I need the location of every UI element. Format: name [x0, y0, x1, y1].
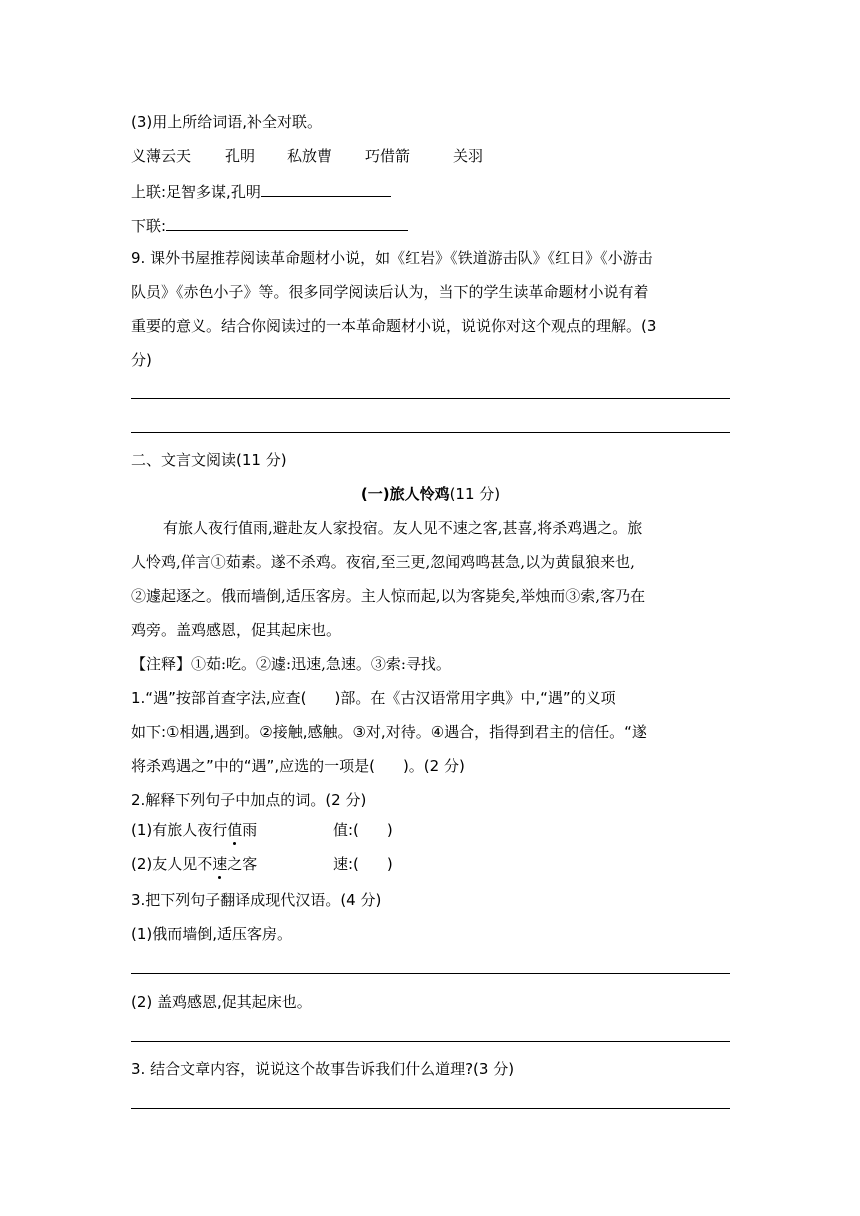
q1-line-2: 如下:①相遇,遇到。②接触,感触。③对,对待。④遇合，指得到君主的信任。“遂: [131, 723, 647, 741]
q9-text-1: 9. 课外书屋推荐阅读革命题材小说，如《红岩》《铁道游击队》《红日》《小游击: [131, 249, 653, 267]
passage-line-3: ②遽起逐之。俄而墙倒,适压客房。主人惊而起,以为客毙矣,举烛而③索,客乃在: [131, 587, 646, 605]
q2-item-1-sentence: [131, 820, 333, 840]
q4-answer-line[interactable]: [131, 1108, 730, 1109]
passage-line-4: 鸡旁。盖鸡感恩，促其起床也。: [131, 621, 342, 639]
upper-couplet-label: 上联:足智多谋,孔明: [131, 183, 261, 201]
q2-item-1-pre: (1)有旅人夜行: [131, 821, 228, 839]
passage-notes: 【注释】①茹:吃。②遽:迅速,急速。③索:寻找。: [131, 655, 451, 673]
section-heading: 二、文言文阅读(11 分): [131, 451, 287, 469]
q3-item-2-answer-line[interactable]: [131, 1041, 730, 1042]
lower-couplet-blank[interactable]: [166, 214, 408, 231]
q3-item-1: (1)俄而墙倒,适压客房。: [131, 925, 293, 943]
q2-item-1-dotted-word: 值: [227, 821, 243, 839]
q2-item-2-post: 之客: [227, 855, 258, 873]
q1-text-1b: )部。在《古汉语常用字典》中,“遇”的义项: [334, 689, 616, 707]
q3-item-1-answer-line[interactable]: [131, 973, 730, 974]
q2-item-1-post: 雨: [242, 821, 258, 839]
q2-item-1: [131, 820, 393, 840]
q8-3-prompt: (3)用上所给词语,补全对联。: [131, 113, 323, 131]
word-2: 孔明: [225, 147, 256, 165]
q8-3-word-bank: [131, 146, 483, 166]
q3-prompt: 3.把下列句子翻译成现代汉语。(4 分): [131, 891, 382, 909]
q2-item-2: [131, 854, 393, 874]
q8-3-lower-couplet: [131, 214, 408, 236]
q1-text-3a: 将杀鸡遇之”中的“遇”,应选的一项是(: [131, 757, 375, 775]
q9-line-1: [131, 248, 730, 268]
word-4: 巧借箭: [365, 147, 411, 165]
q2-item-2-pre: (2)友人见不: [131, 855, 213, 873]
q2-item-2-dotted-word: 速: [212, 855, 228, 873]
q2-item-2-key: 速:(: [333, 855, 359, 873]
word-3: 私放曹: [287, 147, 333, 165]
lower-couplet-label: 下联:: [131, 217, 167, 235]
q3-item-2: (2) 盖鸡感恩,促其起床也。: [131, 993, 312, 1011]
q1-line-1: [131, 688, 616, 708]
q2-item-2-sentence: [131, 854, 333, 874]
passage-title-text: (一)旅人怜鸡: [360, 485, 450, 503]
q9-line-2: 队员》《赤色小子》等。很多同学阅读后认为，当下的学生读革命题材小说有着: [131, 283, 649, 301]
q2-item-1-close: ): [386, 821, 393, 839]
upper-couplet-blank[interactable]: [261, 180, 391, 197]
q1-text-1a: 1.“遇”按部首查字法,应查(: [131, 689, 307, 707]
word-5: 关羽: [453, 147, 484, 165]
q2-item-1-key: 值:(: [333, 821, 359, 839]
q1-line-3: [131, 756, 465, 776]
q1-text-3b: )。(2 分): [402, 757, 465, 775]
passage-title: [131, 484, 730, 504]
q9-answer-line-1[interactable]: [131, 398, 730, 399]
passage-title-points: (11 分): [449, 485, 501, 503]
q9-line-4: 分): [131, 351, 152, 369]
word-1: 义薄云天: [131, 147, 192, 165]
q2-prompt: 2.解释下列句子中加点的词。(2 分): [131, 791, 367, 809]
q8-3-upper-couplet: [131, 180, 391, 202]
q4-prompt: 3. 结合文章内容，说说这个故事告诉我们什么道理?(3 分): [131, 1060, 515, 1078]
q9-line-3: 重要的意义。结合你阅读过的一本革命题材小说，说说你对这个观点的理解。(3: [131, 317, 657, 335]
passage-line-1: 有旅人夜行值雨,避赴友人家投宿。友人见不速之客,甚喜,将杀鸡遇之。旅: [163, 519, 643, 537]
passage-line-2: 人怜鸡,佯言①茹素。遂不杀鸡。夜宿,至三更,忽闻鸡鸣甚急,以为黄鼠狼来也,: [131, 553, 635, 571]
q2-item-2-close: ): [386, 855, 393, 873]
q9-answer-line-2[interactable]: [131, 432, 730, 433]
